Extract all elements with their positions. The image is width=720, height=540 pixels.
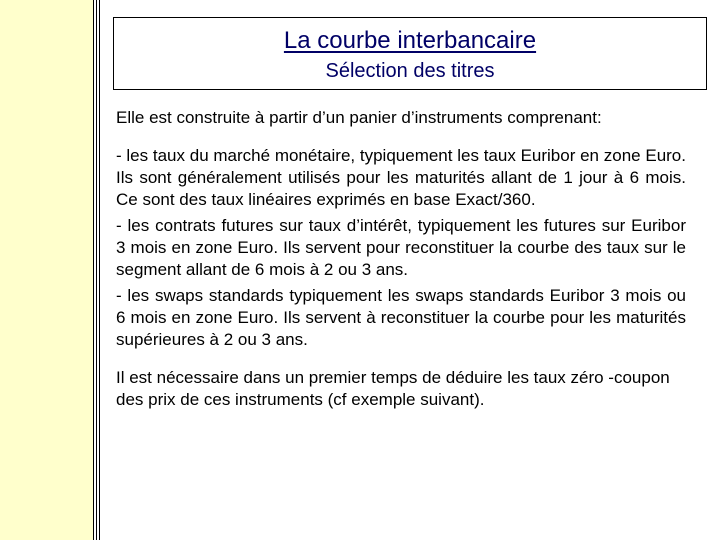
list-item-money-market: - les taux du marché monétaire, typiquement les taux Euribor en zone Euro. Ils sont généralement utilisés pour les maturités allant de 1 jour à 6 mois. Ce sont des taux linéaires exprimés en base Exact/360. xyxy=(116,146,686,209)
list-item-futures: - les contrats futures sur taux d’intérêt, typiquement les futures sur Euribor 3 mois en zone Euro. Ils servent pour reconstituer la courbe des taux sur le segment allant de 6 mois à 2 ou 3 ans. xyxy=(116,216,686,279)
side-divider-1 xyxy=(93,0,94,540)
intro-paragraph: Elle est construite à partir d’un panier d’instruments comprenant: xyxy=(116,108,602,127)
outro-paragraph: Il est nécessaire dans un premier temps de déduire les taux zéro -coupon des prix de ces instruments (cf exemple suivant). xyxy=(116,368,670,409)
side-divider-2 xyxy=(96,0,97,540)
slide-title: La courbe interbancaire xyxy=(283,27,537,54)
side-band xyxy=(0,0,93,540)
side-divider-3 xyxy=(99,0,100,540)
title-box xyxy=(113,17,707,90)
slide-subtitle: Sélection des titres xyxy=(325,60,495,82)
list-item-swaps: - les swaps standards typiquement les swaps standards Euribor 3 mois ou 6 mois en zone Euro. Ils servent à reconstituer la courbe pour les maturités supérieures à 2 ou 3 ans. xyxy=(116,286,686,349)
slide-body xyxy=(116,107,686,411)
